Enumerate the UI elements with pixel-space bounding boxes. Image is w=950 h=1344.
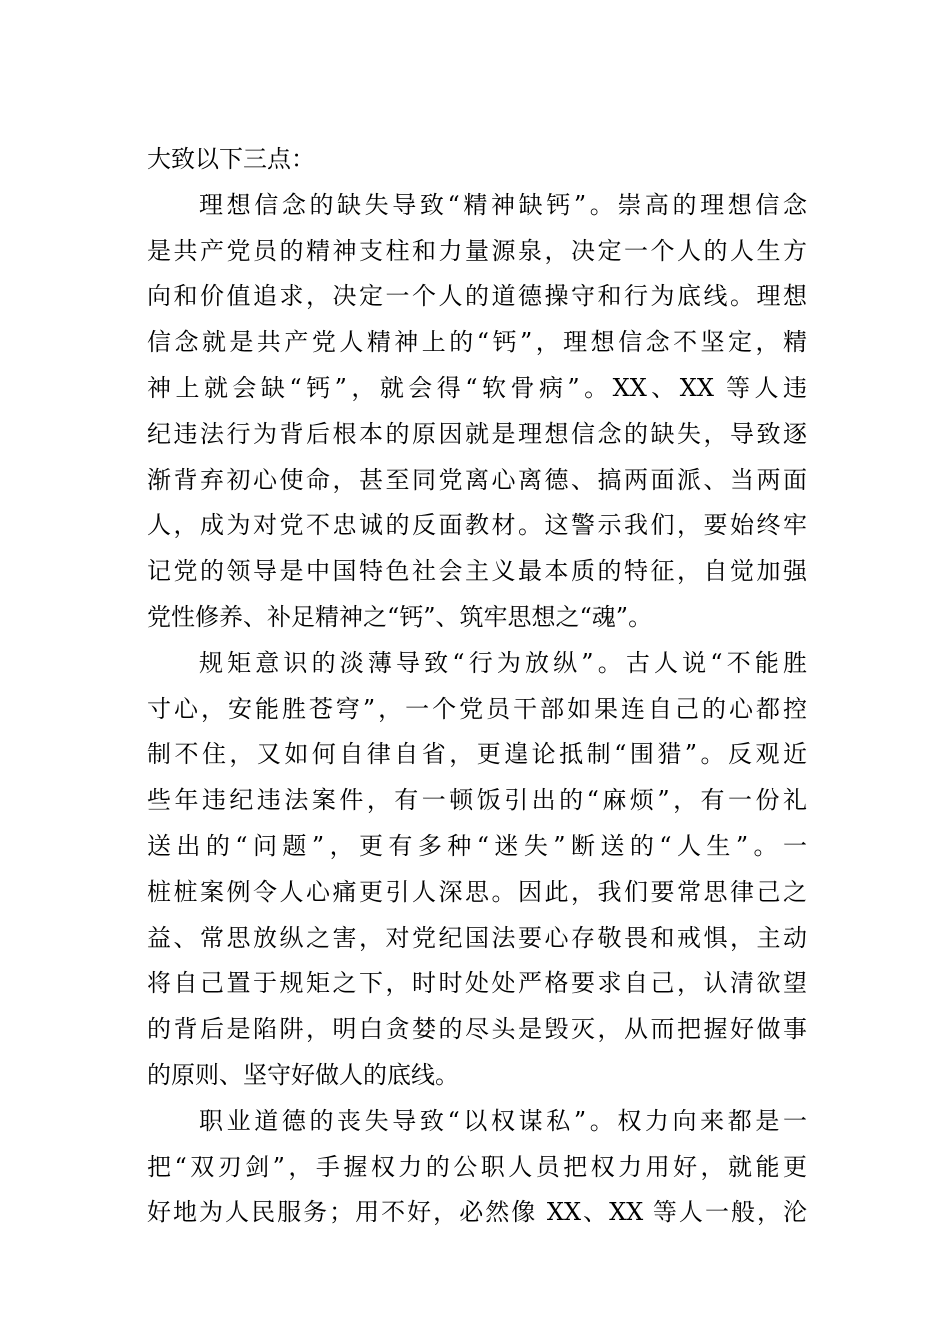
text-line: 制不住，又如何自律自省，更遑论抵制“围猎”。反观近 — [147, 740, 807, 769]
text-line: 党性修养、补足精神之“钙”、筑牢思想之“魂”。 — [147, 602, 653, 631]
paragraph-first-line: 规矩意识的淡薄导致“行为放纵”。古人说“不能胜 — [199, 648, 807, 677]
text-line: 向和价值追求，决定一个人的道德操守和行为底线。理想 — [147, 282, 807, 311]
text-line: 送出的“问题”，更有多种“迷失”断送的“人生”。一 — [147, 831, 807, 860]
text-line: 信念就是共产党人精神上的“钙”，理想信念不坚定，精 — [147, 328, 807, 357]
text-line: 纪违法行为背后根本的原因就是理想信念的缺失，导致逐 — [147, 419, 807, 448]
text-line: 的背后是陷阱，明白贪婪的尽头是毁灭，从而把握好做事 — [147, 1015, 807, 1044]
body-text — [147, 137, 807, 1236]
text-line: 记党的领导是中国特色社会主义最本质的特征，自觉加强 — [147, 557, 807, 586]
text-line: 人，成为对党不忠诚的反面教材。这警示我们，要始终牢 — [147, 511, 807, 540]
text-line: 些年违纪违法案件，有一顿饭引出的“麻烦”，有一份礼 — [147, 786, 807, 815]
text-line: 益、常思放纵之害，对党纪国法要心存敬畏和戒惧，主动 — [147, 923, 807, 952]
paragraph-first-line: 职业道德的丧失导致“以权谋私”。权力向来都是一 — [199, 1106, 807, 1135]
text-line: 神上就会缺“钙”，就会得“软骨病”。XX、XX 等人违 — [147, 373, 807, 402]
text-line: 寸心，安能胜苍穹”，一个党员干部如果连自己的心都控 — [147, 694, 807, 723]
text-line: 把“双刃剑”，手握权力的公职人员把权力用好，就能更 — [147, 1152, 807, 1181]
text-line: 是共产党员的精神支柱和力量源泉，决定一个人的人生方 — [147, 236, 807, 265]
text-line: 大致以下三点： — [147, 145, 315, 173]
paragraph-first-line: 理想信念的缺失导致“精神缺钙”。崇高的理想信念 — [199, 190, 807, 219]
text-line: 渐背弃初心使命，甚至同党离心离德、搞两面派、当两面 — [147, 465, 807, 494]
text-line: 的原则、坚守好做人的底线。 — [147, 1060, 459, 1089]
text-line: 好地为人民服务；用不好，必然像 XX、XX 等人一般，沦 — [147, 1198, 807, 1227]
text-line: 将自己置于规矩之下，时时处处严格要求自己，认清欲望 — [147, 969, 807, 998]
text-line: 桩桩案例令人心痛更引人深思。因此，我们要常思律己之 — [147, 877, 807, 906]
